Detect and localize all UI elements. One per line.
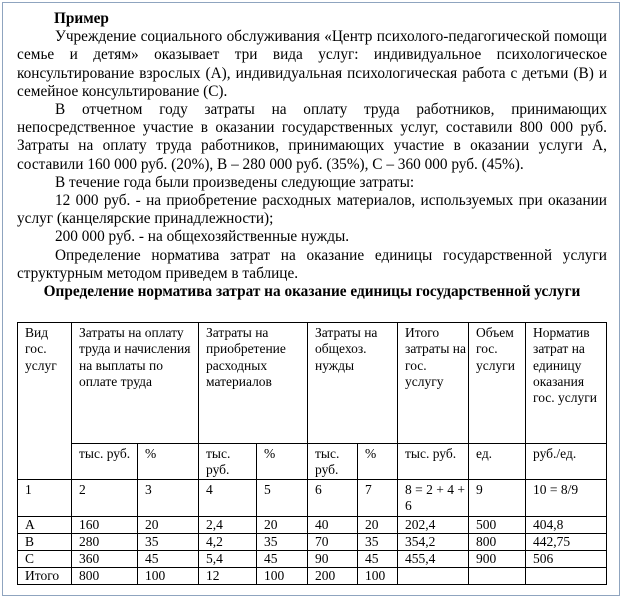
example-heading: Пример (54, 10, 109, 27)
table-units-row (18, 444, 607, 480)
unit-materials-thousand-rub: тыс. руб. (199, 444, 257, 480)
paragraph-intro: Учреждение социального обслуживания «Центр психолого-педагогической помощи семье и детям» оказывает три вида услуг: индивидуальное психологическое консультирование взрослых (А), индивидуальная психологическая работа с детьми (В) и семейное консультирование (С). (17, 28, 607, 100)
header-general-costs: Затраты на общехоз. нужды (308, 323, 398, 444)
unit-labor-percent: % (138, 444, 199, 480)
table-cell: 35 (257, 533, 308, 550)
table-cell: 45 (138, 550, 199, 567)
table-row-a (18, 516, 607, 533)
column-number: 6 (308, 479, 358, 516)
table-cell: 5,4 (199, 550, 257, 567)
table-cell: 404,8 (526, 516, 607, 533)
column-number: 5 (257, 479, 308, 516)
unit-volume: ед. (469, 444, 526, 480)
unit-general-percent: % (358, 444, 398, 480)
table-cell: 20 (358, 516, 398, 533)
header-cost-norm: Норматив затрат на единицу оказания гос. услуги (526, 323, 607, 444)
table-cell: 160 (72, 516, 138, 533)
column-number: 9 (469, 479, 526, 516)
table-cell: 35 (358, 533, 398, 550)
table-cell: 40 (308, 516, 358, 533)
table-row-b (18, 533, 607, 550)
unit-general-thousand-rub: тыс. руб. (308, 444, 358, 480)
table-cell: 442,75 (526, 533, 607, 550)
paragraph-costs-intro: В течение года были произведены следующие затраты: (55, 173, 415, 191)
table-cell: 800 (469, 533, 526, 550)
header-labor-costs: Затраты на оплату труда и начисления на выплаты по оплате труда (72, 323, 199, 444)
table-row-total (18, 567, 607, 584)
column-number: 1 (18, 479, 72, 516)
unit-norm: руб./ед. (526, 444, 607, 480)
table-cell: 506 (526, 550, 607, 567)
table-cell (398, 567, 469, 584)
header-service-type: Вид гос. услуг (18, 323, 72, 480)
table-cell (469, 567, 526, 584)
table-cell: 12 (199, 567, 257, 584)
table-cell: 455,4 (398, 550, 469, 567)
column-number: 4 (199, 479, 257, 516)
table-cell: 90 (308, 550, 358, 567)
table-cell: 70 (308, 533, 358, 550)
table-cell: 800 (72, 567, 138, 584)
column-number: 7 (358, 479, 398, 516)
column-number: 8 = 2 + 4 + 6 (398, 479, 469, 516)
column-number: 10 = 8/9 (526, 479, 607, 516)
table-cell: 500 (469, 516, 526, 533)
paragraph-materials-cost: 12 000 руб. - на приобретение расходных материалов, используемых при оказании услуг (канцелярские принадлежности); (17, 192, 607, 228)
table-header-row (18, 323, 607, 444)
table-cell: С (18, 550, 72, 567)
table-cell: 100 (138, 567, 199, 584)
column-number: 2 (72, 479, 138, 516)
table-title: Определение норматива затрат на оказание единицы государственной услуги (43, 283, 581, 301)
header-service-volume: Объем гос. услуги (469, 323, 526, 444)
table-cell: 20 (138, 516, 199, 533)
table-cell: 4,2 (199, 533, 257, 550)
column-number: 3 (138, 479, 199, 516)
unit-labor-thousand-rub: тыс. руб. (72, 444, 138, 480)
table-cell: 202,4 (398, 516, 469, 533)
table-cell: 900 (469, 550, 526, 567)
table-cell: 20 (257, 516, 308, 533)
table-cell (526, 567, 607, 584)
table-cell: 280 (72, 533, 138, 550)
table-cell: 45 (257, 550, 308, 567)
paragraph-method: Определение норматива затрат на оказание единицы государственной услуги структурным методом приведем в таблице. (17, 246, 607, 282)
table-cell: 200 (308, 567, 358, 584)
table-cell: 100 (358, 567, 398, 584)
unit-materials-percent: % (257, 444, 308, 480)
paragraph-labor-costs: В отчетном году затраты на оплату труда работников, принимающих непосредственное участие в оказании государственных услуг, составили 800 000 руб. Затраты на оплату труда работников, принимающих участие в оказании услуги А, составили 160 000 руб. (20%), В – 280 000 руб. (35%), С – 360 000 руб. (45%). (17, 101, 607, 173)
table-cell: 100 (257, 567, 308, 584)
table-cell: Итого (18, 567, 72, 584)
cost-norm-table (17, 322, 607, 585)
table-cell: 354,2 (398, 533, 469, 550)
document-body (17, 10, 607, 301)
unit-total: тыс. руб. (398, 444, 469, 480)
table-cell: 360 (72, 550, 138, 567)
paragraph-general-cost: 200 000 руб. - на общехозяйственные нужды. (55, 228, 350, 246)
header-materials-costs: Затраты на приобретение расходных материалов (199, 323, 308, 444)
table-cell: В (18, 533, 72, 550)
table-cell: А (18, 516, 72, 533)
header-total-costs: Итого затраты на гос. услугу (398, 323, 469, 444)
table-cell: 35 (138, 533, 199, 550)
table-column-numbers-row (18, 479, 607, 516)
table-cell: 2,4 (199, 516, 257, 533)
table-cell: 45 (358, 550, 398, 567)
table-row-c (18, 550, 607, 567)
